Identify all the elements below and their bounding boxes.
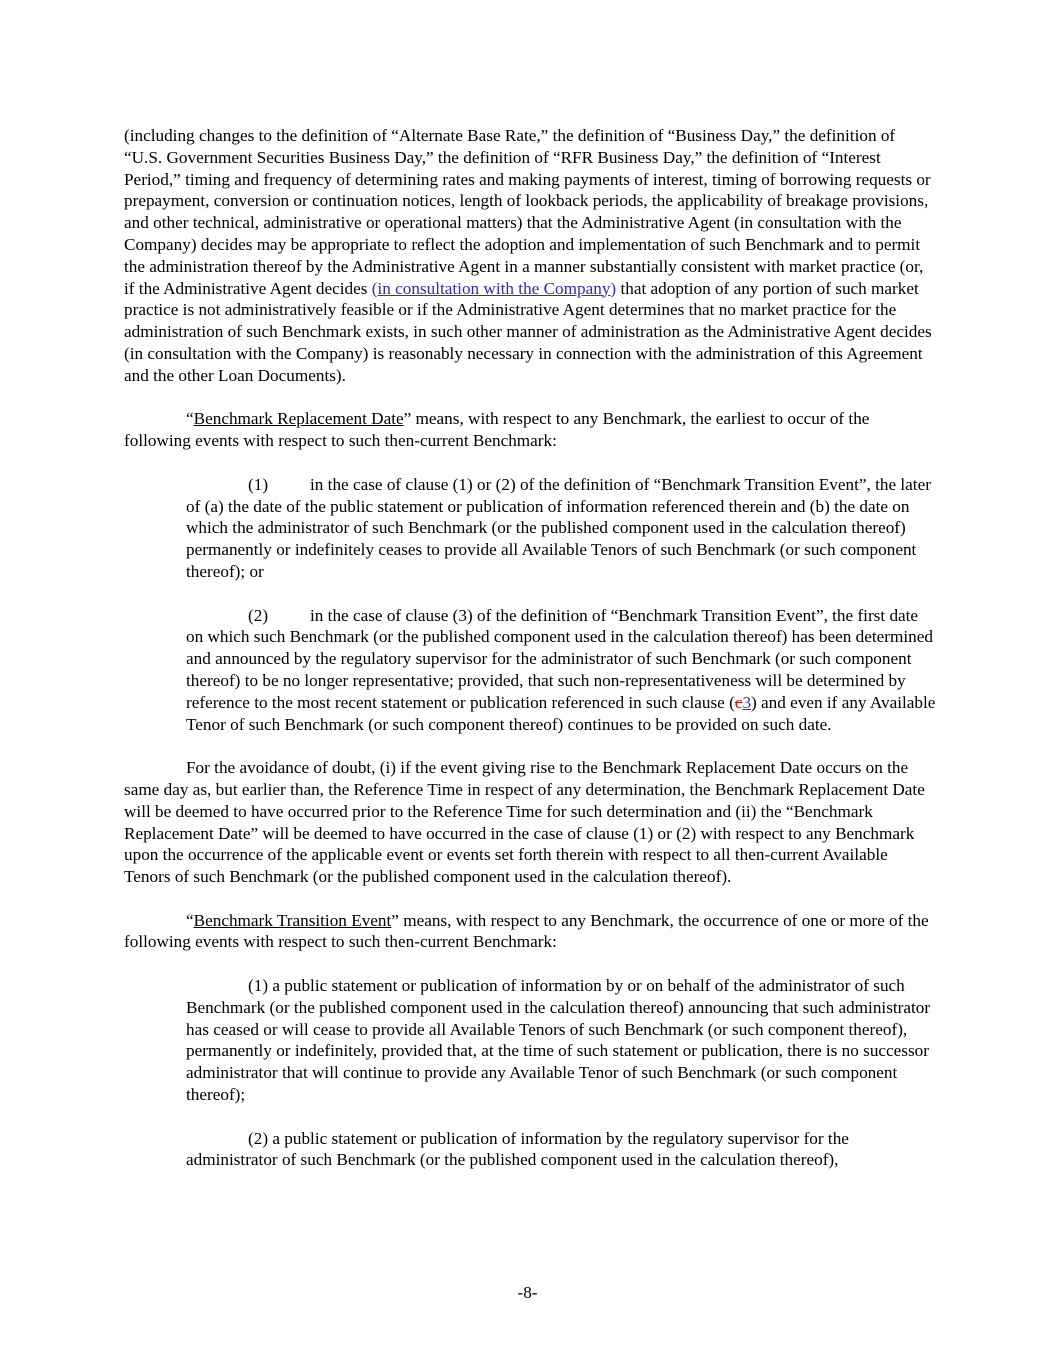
- page-number: -8-: [517, 1283, 538, 1302]
- clause-number: (1): [248, 474, 269, 494]
- brd-clause-1: [186, 474, 936, 583]
- definition-benchmark-replacement-date: [124, 408, 936, 452]
- clause-number: (2): [248, 605, 269, 625]
- document-page: [124, 125, 936, 1171]
- paragraph-intro-continuation: [124, 125, 936, 387]
- tracked-insertion: 3: [742, 692, 752, 712]
- clause-text-a: in the case of clause (3) of the definition of “Benchmark Transition Event”, the first date on which such Benchmark (or the published component used in the calculation thereof) has been determined and announced by the regulatory supervisor for the administrator of such Benchmark (or such component thereof) to be no longer representative; provided, that such non-representativeness will be determined by reference to the most recent statement or publication referenced in such clause (: [186, 605, 933, 712]
- open-quote: “: [186, 409, 194, 429]
- definition-benchmark-transition-event: [124, 910, 936, 954]
- clause-text-b: ) and even if any Available Tenor of such Benchmark (or such component thereof) continues to be provided on such date.: [186, 692, 936, 734]
- clause-text: in the case of clause (1) or (2) of the definition of “Benchmark Transition Event”, the later of (a) the date of the public statement or publication of information referenced therein and (b) the date on which the administrator of such Benchmark (or the published component used in the calculation thereof) permanently or indefinitely ceases to provide all Available Tenors of such Benchmark (or such component thereof); or: [186, 474, 931, 581]
- tracked-deletion: c: [734, 692, 743, 712]
- bte-clause-2: (2) a public statement or publication of information by the regulatory supervisor for the administrator of such Benchmark (or the published component used in the calculation thereof),: [186, 1128, 849, 1170]
- paragraph-avoidance-of-doubt: For the avoidance of doubt, (i) if the event giving rise to the Benchmark Replacement Date occurs on the same day as, but earlier than, the Reference Time in respect of any determination, the Benchmark Replacement Date will be deemed to have occurred prior to the Reference Time for such determination and (ii) the “Benchmark Replacement Date” will be deemed to have occurred in the case of clause (1) or (2) with respect to any Benchmark upon the occurrence of the applicable event or events set forth therein with respect to all then-current Available Tenors of such Benchmark (or the published component used in the calculation thereof).: [124, 758, 925, 887]
- defined-term-benchmark-transition-event: Benchmark Transition Event: [193, 910, 392, 930]
- bte-clause-1: (1) a public statement or publication of information by or on behalf of the administrator of such Benchmark (or the published component used in the calculation thereof) announcing that such administrator has ceased or will cease to provide all Available Tenors of such Benchmark (or such component thereof), permanently or indefinitely, provided that, at the time of such statement or publication, there is no successor administrator that will continue to provide any Available Tenor of such Benchmark (or such component thereof);: [186, 976, 931, 1105]
- consultation-link[interactable]: (in consultation with the Company): [371, 278, 617, 298]
- brd-clause-2: [186, 605, 936, 736]
- intro-text-a: (including changes to the definition of “Alternate Base Rate,” the definition of “Business Day,” the definition of “U.S. Government Securities Business Day,” the definition of “RFR Business Day,” the definition of “Interest Period,” timing and frequency of determining rates and making payments of interest, timing of borrowing requests or prepayment, conversion or continuation notices, length of lookback periods, the applicability of breakage provisions, and other technical, administrative or operational matters) that the Administrative Agent (in consultation with the Company) decides may be appropriate to reflect the adoption and implementation of such Benchmark and to permit the administration thereof by the Administrative Agent in a manner substantially consistent with market practice (or, if the Administrative Agent decides: [124, 126, 931, 298]
- definition-text: ” means, with respect to any Benchmark, the occurrence of one or more of the following events with respect to such then-current Benchmark:: [124, 910, 929, 952]
- open-quote: “: [186, 910, 194, 930]
- definition-text: ” means, with respect to any Benchmark, the earliest to occur of the following events with respect to such then-current Benchmark:: [124, 409, 870, 451]
- defined-term-benchmark-replacement-date: Benchmark Replacement Date: [193, 409, 404, 429]
- intro-text-b: that adoption of any portion of such market practice is not administratively feasible or if the Administrative Agent determines that no market practice for the administration of such Benchmark exists, in such other manner of administration as the Administrative Agent decides (in consultation with the Company) is reasonably necessary in connection with the administration of this Agreement and the other Loan Documents).: [124, 278, 932, 385]
